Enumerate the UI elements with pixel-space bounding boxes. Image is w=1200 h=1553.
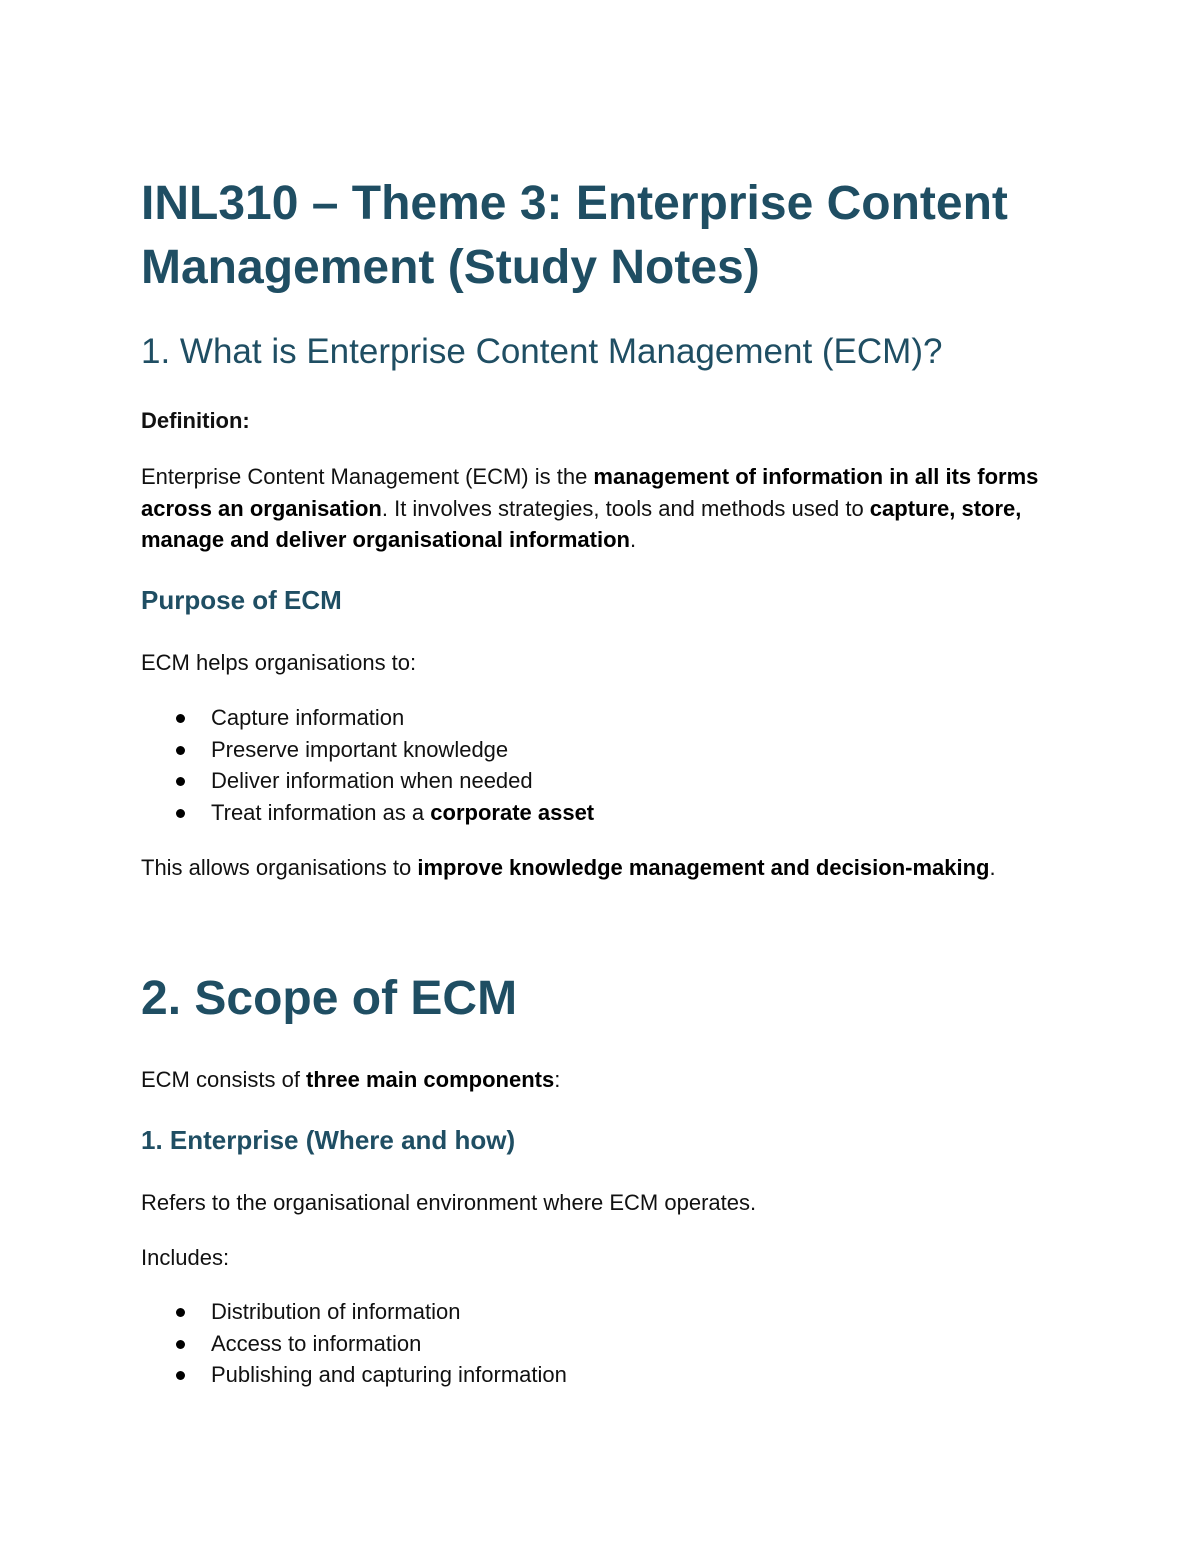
- purpose-conclusion: This allows organisations to improve knowledge management and decision-making.: [141, 855, 996, 880]
- corporate-asset-bold: corporate asset: [430, 799, 595, 825]
- bullet-icon: [176, 1371, 185, 1380]
- bullet-icon: [176, 1308, 185, 1317]
- includes-label: Includes:: [141, 1245, 230, 1270]
- definition-label: Definition:: [141, 408, 250, 433]
- definition-text-3: .: [629, 527, 637, 552]
- enterprise-list: [141, 1296, 1041, 1391]
- section-1-heading: 1. What is Enterprise Content Management (ECM)?: [141, 332, 943, 371]
- bullet-icon: [176, 809, 185, 818]
- definition-text-1: Enterprise Content Management (ECM) is the: [141, 464, 594, 489]
- list-item: Access to information: [141, 1328, 1041, 1360]
- bullet-icon: [176, 746, 185, 755]
- enterprise-subheading: 1. Enterprise (Where and how): [141, 1125, 516, 1155]
- definition-text-2: . It involves strategies, tools and methods used to: [381, 495, 870, 521]
- definition-paragraph: [141, 461, 1101, 556]
- list-item: Treat information as a corporate asset: [141, 797, 1041, 829]
- bullet-icon: [176, 1340, 185, 1349]
- list-item: Deliver information when needed: [141, 765, 1041, 797]
- list-item: Distribution of information: [141, 1296, 1041, 1328]
- definition-bold-2: capture, store, manage and deliver organisational information: [141, 495, 1022, 552]
- definition-bold-1: management of information in all its forms across an organisation: [141, 464, 1039, 521]
- scope-intro: ECM consists of three main components:: [141, 1067, 561, 1092]
- section-2-heading: 2. Scope of ECM: [141, 972, 518, 1025]
- document-title: INL310 – Theme 3: Enterprise Content Management (Study Notes): [141, 177, 1008, 294]
- purpose-list: [141, 702, 1041, 828]
- bullet-icon: [176, 714, 185, 723]
- conclusion-bold: improve knowledge management and decision-making: [417, 855, 990, 880]
- bullet-icon: [176, 777, 185, 786]
- purpose-intro: ECM helps organisations to:: [141, 650, 417, 675]
- scope-intro-bold: three main components: [306, 1067, 555, 1092]
- enterprise-description: Refers to the organisational environment where ECM operates.: [141, 1190, 757, 1215]
- purpose-heading: Purpose of ECM: [141, 585, 342, 615]
- list-item: Capture information: [141, 702, 1041, 734]
- list-item: Publishing and capturing information: [141, 1359, 1041, 1391]
- list-item: Preserve important knowledge: [141, 734, 1041, 766]
